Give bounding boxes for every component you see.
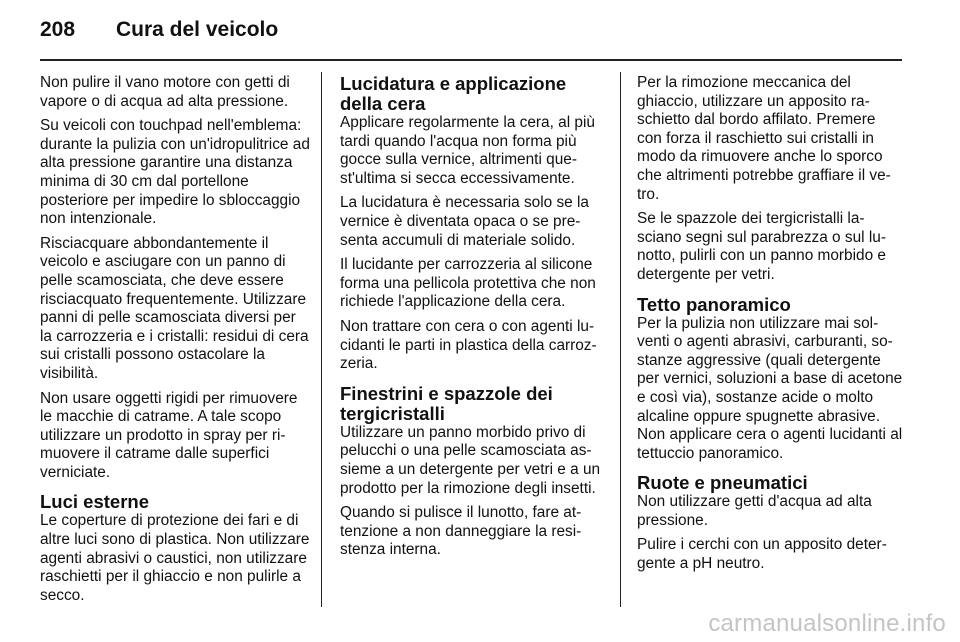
section-heading: Lucidatura e applicazione della cera <box>340 73 567 114</box>
section-heading: Tetto panoramico <box>637 293 791 315</box>
section-heading: Luci esterne <box>40 491 149 513</box>
paragraph: Risciacquare abbondantemente il veicolo e asciugare con un panno di pelle scamosciata, che deve essere risciacquato frequentemente. Utilizzare panni di pelle scamosciata diversi per la carrozzeria e i cristalli: residui di cera sui cristalli possono ostacolare la visibilità. <box>40 234 309 382</box>
watermark: carmanualsonline.info <box>708 610 946 637</box>
column-2 <box>340 74 606 566</box>
page-number: 208 <box>40 18 76 41</box>
header-rule <box>40 59 902 61</box>
paragraph: Applicare regolarmente la cera, al più tardi quando l'acqua non forma più gocce sulla vernice, altrimenti quest'ultima si secca eccessivamente. <box>340 114 595 187</box>
column-3 <box>637 74 903 580</box>
column-divider-1 <box>321 72 322 607</box>
paragraph: Su veicoli con touchpad nell'emblema: durante la pulizia con un'idropulitrice ad alta pressione garantire una distanza minima di 30 cm dal portellone posteriore per impedire lo sbloccaggio non intenzionale. <box>40 117 310 228</box>
paragraph: Non pulire il vano motore con getti di vapore o di acqua ad alta pressione. <box>40 74 290 110</box>
page-title: Cura del veicolo <box>116 18 279 41</box>
section-heading: Ruote e pneumatici <box>637 472 808 494</box>
column-1 <box>40 74 310 611</box>
paragraph: Se le spazzole dei tergicristalli lasciano segni sul parabrezza o sul lunotto, pulirli con un panno morbido e detergente per vetri. <box>637 210 886 283</box>
paragraph: Non trattare con cera o con agenti lucidanti le parti in plastica della carrozzeria. <box>340 317 597 373</box>
paragraph: La lucidatura è necessaria solo se la vernice è diventata opaca o se presenta accumuli di materiale solido. <box>340 194 589 249</box>
paragraph: Il lucidante per carrozzeria al silicone forma una pellicola protettiva che non richiede l'applicazione della cera. <box>340 256 596 311</box>
paragraph: Quando si pulisce il lunotto, fare attenzione a non danneggiare la resistenza interna. <box>340 504 582 559</box>
paragraph: Per la pulizia non utilizzare mai solventi o agenti abrasivi, carburanti, sostanze aggressive (quali detergente per vernici, soluzioni a base di acetone e così via), sostanze acide o molto alcaline oppure spugnette abrasive. Non applicare cera o agenti lucidanti al tettuccio panoramico. <box>637 314 903 462</box>
section-heading: Finestrini e spazzole dei tergicristalli <box>340 382 553 424</box>
paragraph: Per la rimozione meccanica del ghiaccio, utilizzare un apposito raschietto dal bordo affilato. Premere con forza il raschietto sui cristalli in modo da rimuovere anche lo sporco che altrimenti potrebbe graffiare il vetro. <box>637 74 891 203</box>
paragraph: Utilizzare un panno morbido privo di pelucchi o una pelle scamosciata assieme a un detergente per vetri e a un prodotto per la rimozione degli insetti. <box>340 423 601 497</box>
paragraph: Le coperture di protezione dei fari e di altre luci sono di plastica. Non utilizzare agenti abrasivi o caustici, non utilizzare raschietti per il ghiaccio e non pulirle a secco. <box>40 512 310 604</box>
paragraph: Non utilizzare getti d'acqua ad alta pressione. <box>637 493 872 529</box>
paragraph: Pulire i cerchi con un apposito detergente a pH neutro. <box>637 536 887 573</box>
page-header <box>40 18 278 48</box>
paragraph: Non usare oggetti rigidi per rimuovere le macchie di catrame. A tale scopo utilizzare un prodotto in spray per rimuovere il catrame dalle superfici verniciate. <box>40 389 298 481</box>
column-divider-2 <box>620 72 621 607</box>
